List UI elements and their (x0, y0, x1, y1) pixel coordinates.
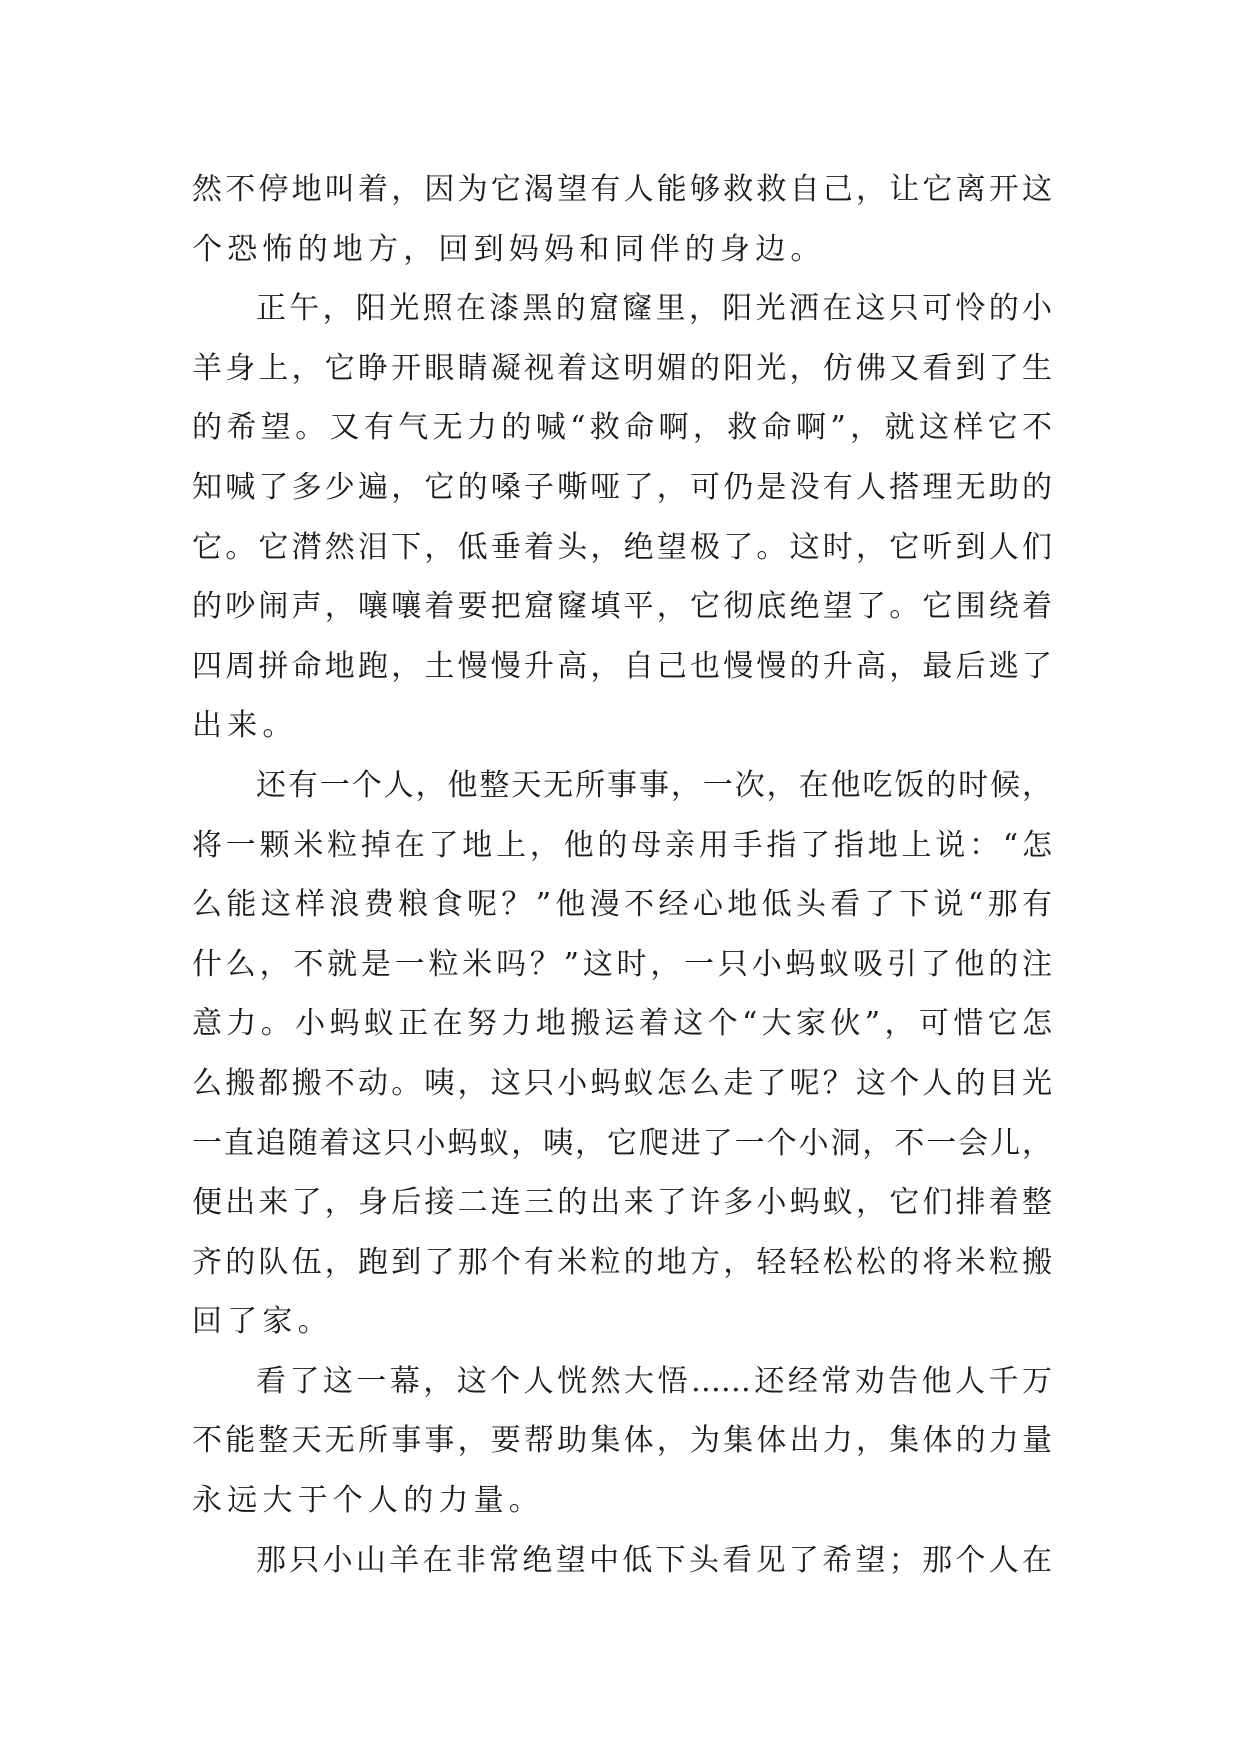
text-line: 意力。小蚂蚁正在努力地搬运着这个“大家伙”，可惜它怎 (192, 1006, 1052, 1042)
text-line: 永远大于个人的力量。 (192, 1483, 544, 1519)
body-text (192, 160, 1052, 1590)
text-line: 然不停地叫着，因为它渴望有人能够救救自己，让它离开这 (192, 172, 1052, 207)
text-line: 正午，阳光照在漆黑的窟窿里，阳光洒在这只可怜的小 (256, 291, 1052, 327)
text-line: 它。它潸然泪下，低垂着头，绝望极了。这时，它听到人们 (192, 529, 1052, 565)
text-line: 么搬都搬不动。咦，这只小蚂蚁怎么走了呢？这个人的目光 (192, 1065, 1052, 1101)
text-line: 那只小山羊在非常绝望中低下头看见了希望；那个人在 (256, 1542, 1052, 1578)
text-line: 的希望。又有气无力的喊“救命啊，救命啊”，就这样它不 (192, 410, 1052, 446)
text-line: 什么，不就是一粒米吗？”这时，一只小蚂蚁吸引了他的注 (192, 946, 1052, 982)
text-line: 还有一个人，他整天无所事事，一次，在他吃饭的时候， (256, 767, 1052, 803)
text-line: 个恐怖的地方，回到妈妈和同伴的身边。 (192, 231, 826, 267)
text-line: 出来。 (192, 708, 298, 744)
text-line: 便出来了，身后接二连三的出来了许多小蚂蚁，它们排着整 (192, 1185, 1052, 1221)
text-line: 回了家。 (192, 1304, 333, 1340)
text-line: 将一颗米粒掉在了地上，他的母亲用手指了指地上说：“怎 (192, 827, 1052, 863)
text-line: 么能这样浪费粮食呢？”他漫不经心地低头看了下说“那有 (192, 887, 1052, 923)
text-line: 看了这一幕，这个人恍然大悟……还经常劝告他人千万 (256, 1363, 1052, 1399)
text-line: 不能整天无所事事，要帮助集体，为集体出力，集体的力量 (192, 1423, 1052, 1459)
text-line: 羊身上，它睁开眼睛凝视着这明媚的阳光，仿佛又看到了生 (192, 350, 1052, 386)
text-line: 齐的队伍，跑到了那个有米粒的地方，轻轻松松的将米粒搬 (192, 1244, 1052, 1280)
text-line: 四周拼命地跑，土慢慢升高，自己也慢慢的升高，最后逃了 (192, 648, 1052, 684)
text-line: 一直追随着这只小蚂蚁，咦，它爬进了一个小洞，不一会儿， (192, 1125, 1052, 1161)
text-line: 的吵闹声，嚷嚷着要把窟窿填平，它彻底绝望了。它围绕着 (192, 589, 1052, 625)
text-line: 知喊了多少遍，它的嗓子嘶哑了，可仍是没有人搭理无助的 (192, 469, 1052, 505)
